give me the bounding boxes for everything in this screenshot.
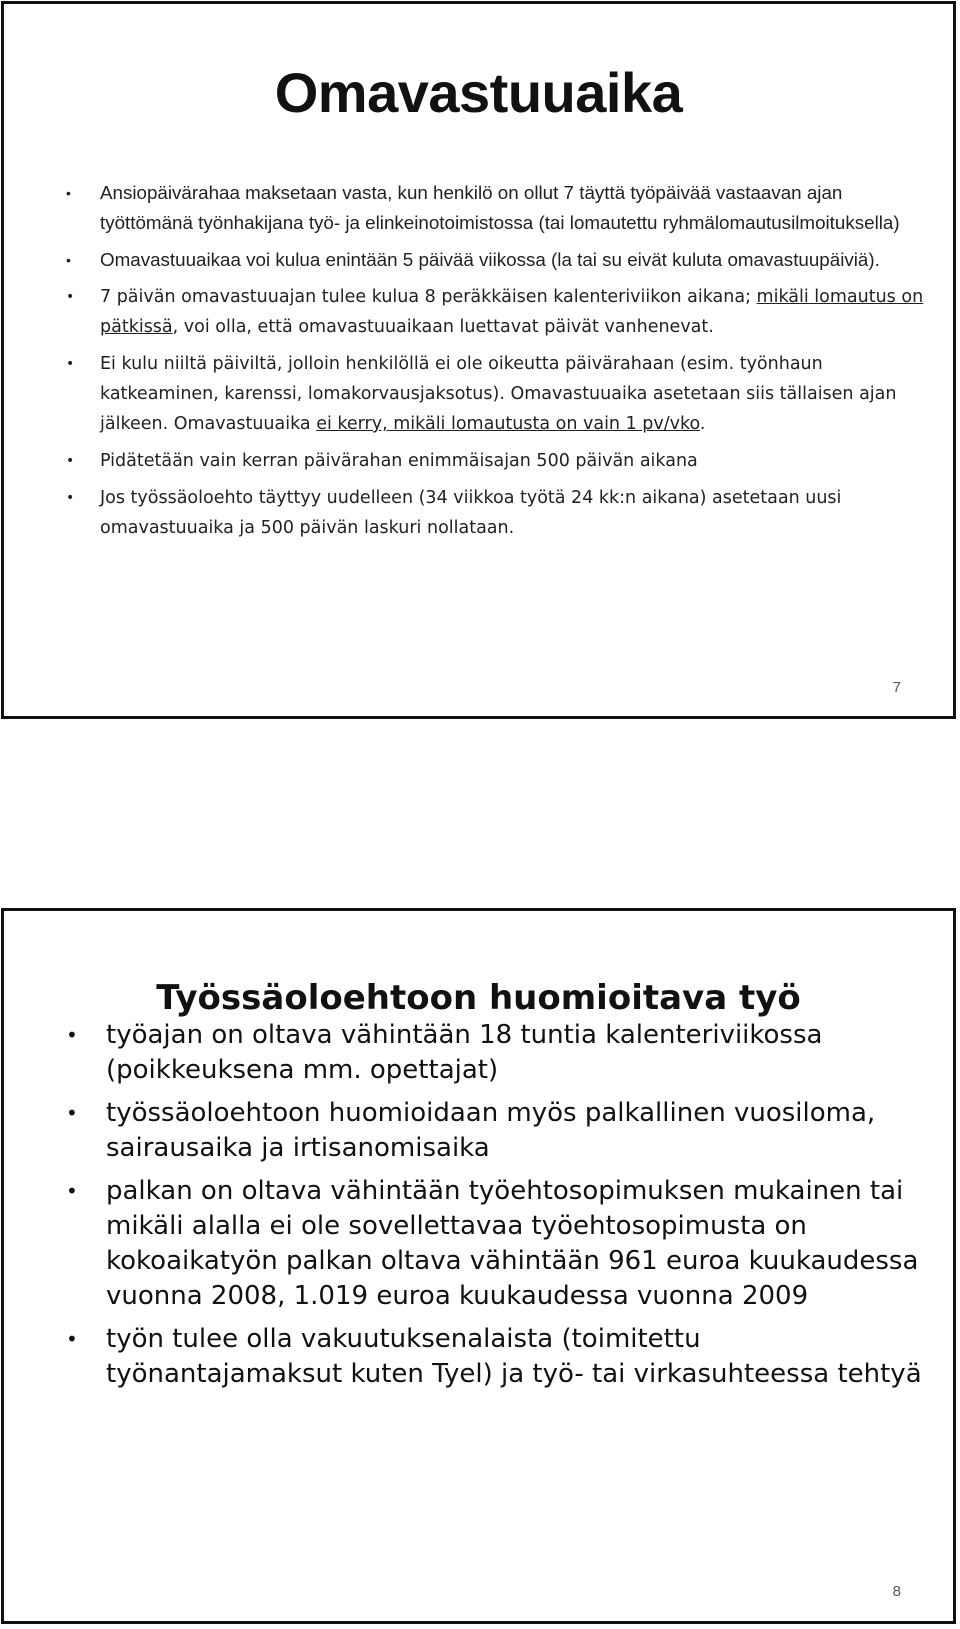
bullet-icon: • [66,289,75,305]
bullet-icon: • [66,356,75,372]
list-item [66,282,936,342]
list-item [66,1096,926,1166]
bullet-icon: • [66,1023,78,1047]
list-item-text: 7 päivän omavastuuajan tulee kulua 8 peräkkäisen kalenteriviikon aikana; [100,287,757,307]
list-item [66,245,936,275]
underlined-text: mikäli lomautus on pätkissä [100,287,924,337]
slide-omavastuuaika [1,1,956,719]
slide-title: Työssäoloehtoon huomioitava työ [156,978,801,1018]
list-item-text: työajan on oltava vähintään 18 tuntia kalenteriviikossa (poikkeuksena mm. opettajat) [106,1020,823,1085]
list-item-text: palkan on oltava vähintään työehtosopimuksen mukainen tai mikäli alalla ei ole sovellettavaa työehtosopimusta on kokoaikatyön palkan oltava vähintään 961 euroa kuukaudessa vuonna 2008, 1.019 euroa kuukaudessa vuonna 2009 [106,1176,919,1311]
list-item-text: työn tulee olla vakuutuksenalaista (toimitettu työnantajamaksut kuten Tyel) ja työ- tai virkasuhteessa tehtyä [106,1324,922,1389]
page-number: 8 [892,1583,901,1600]
slide-title: Omavastuuaika [274,61,683,124]
bullet-icon: • [66,1179,78,1203]
list-item-text: työssäoloehtoon huomioidaan myös palkallinen vuosiloma, sairausaika ja irtisanomisaika [106,1098,876,1163]
bullet-list [66,178,936,550]
list-item-text: Jos työssäoloehto täyttyy uudelleen (34 viikkoa työtä 24 kk:n aikana) asetetaan uusi omavastuuaika ja 500 päivän laskuri nollataan. [100,488,842,538]
underlined-text: ei kerry, mikäli lomautusta on vain 1 pv/vko [316,414,700,434]
list-item [66,349,936,439]
list-item [66,178,936,238]
bullet-icon: • [66,1101,78,1125]
list-item [66,483,936,543]
list-item [66,1322,926,1392]
list-item-text: . [699,414,706,434]
bullet-icon: • [66,490,75,506]
page-number: 7 [892,679,901,696]
list-item [66,1018,926,1088]
bullet-icon: • [66,252,71,268]
slide-tyossaoloehto [1,908,956,1624]
list-item-text: , voi olla, että omavastuuaikaan luettavat päivät vanhenevat. [172,317,714,337]
list-item [66,1174,926,1314]
bullet-icon: • [66,185,71,201]
list-item [66,446,936,476]
list-item-text: Ansiopäivärahaa maksetaan vasta, kun henkilö on ollut 7 täyttä työpäivää vastaavan ajan työttömänä työnhakijana työ- ja elinkeinotoimistossa (tai lomautettu ryhmälomautusilmoituksella) [100,182,900,233]
list-item-text: Pidätetään vain kerran päivärahan enimmäisajan 500 päivän aikana [100,451,698,471]
bullet-list [66,1018,926,1400]
list-item-text: Omavastuuaikaa voi kulua enintään 5 päivää viikossa (la tai su eivät kuluta omavastuupäiviä). [100,249,880,270]
bullet-icon: • [66,1327,78,1351]
bullet-icon: • [66,453,75,469]
list-item-text: Ei kulu niiltä päiviltä, jolloin henkilöllä ei ole oikeutta päivärahaan (esim. työnhaun katkeaminen, karenssi, lomakorvausjaksotus). Omavastuuaika asetetaan siis tällaisen ajan jälkeen. Omavastuuaika [100,354,897,434]
